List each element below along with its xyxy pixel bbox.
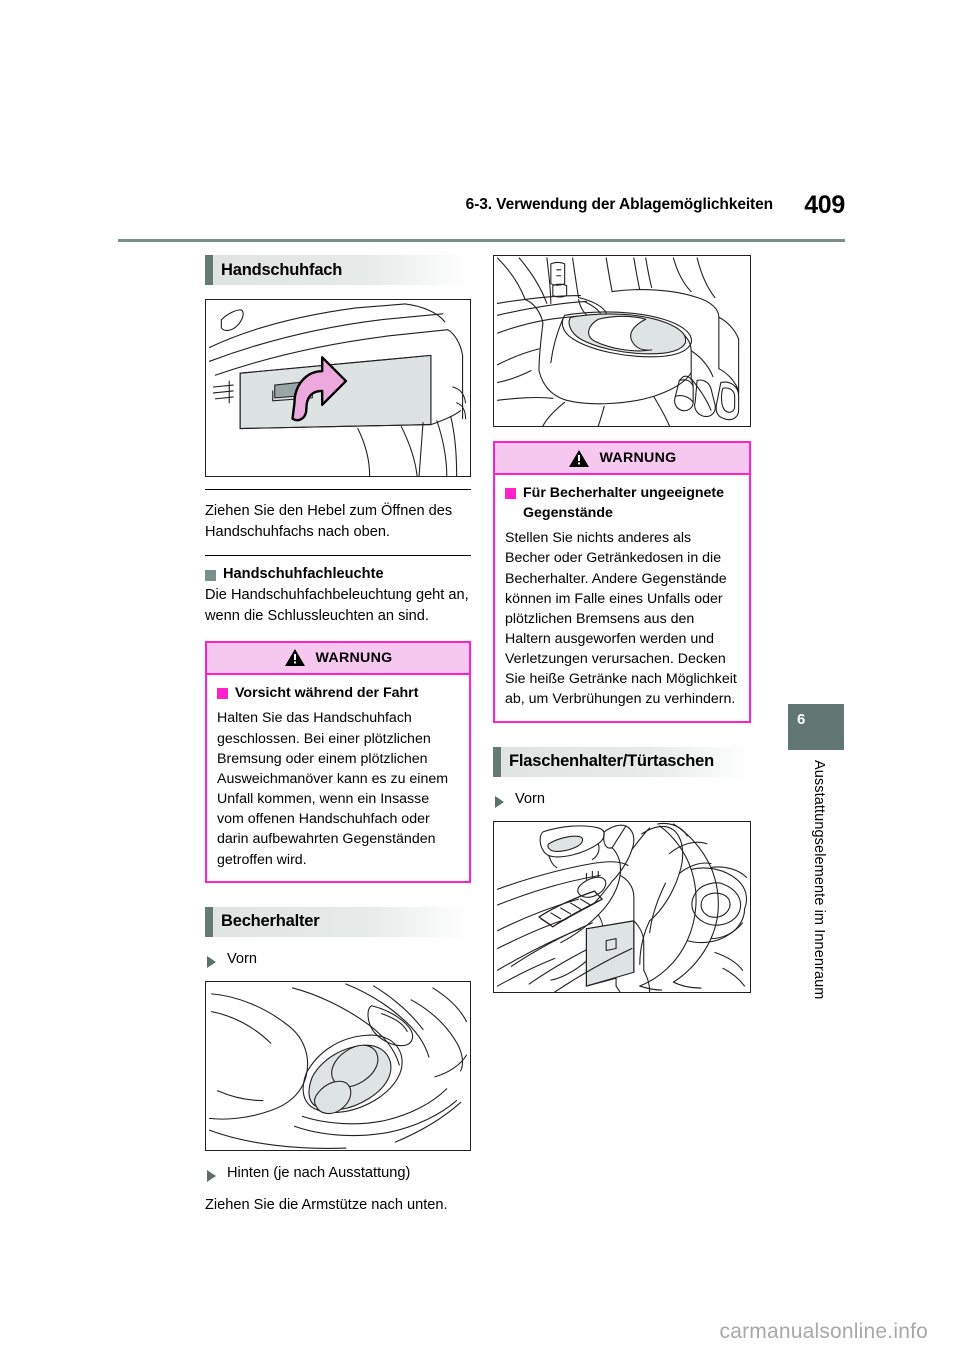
warning-subtitle-row	[505, 484, 739, 523]
section-heading-label: Flaschenhalter/Türtaschen	[509, 752, 714, 771]
warning-box-driving	[205, 641, 471, 883]
warning-header	[495, 443, 749, 475]
section-heading-flaschenhalter	[493, 747, 751, 777]
left-column	[205, 255, 471, 1215]
warning-square-bullet-icon	[217, 688, 228, 699]
warning-box-cupholder	[493, 441, 751, 723]
glove-box-light-text: Die Handschuhfachbeleuchtung geht an, wenn die Schlussleuchten an sind.	[205, 587, 469, 625]
warning-subtitle-row	[217, 684, 459, 704]
heading-accent-bar	[205, 255, 213, 285]
subsection-heading-label: Handschuhfachleuchte	[223, 566, 384, 583]
bullet-rear-cupholder	[207, 1165, 471, 1182]
triangle-bullet-icon	[207, 956, 216, 968]
warning-title: WARNUNG	[599, 450, 677, 466]
bullet-front-doorpocket	[495, 791, 751, 808]
section-heading-becherhalter	[205, 907, 471, 937]
door-pocket-illustration	[493, 821, 751, 993]
triangle-bullet-icon	[495, 796, 504, 808]
header-divider	[118, 239, 845, 242]
warning-triangle-icon	[284, 648, 306, 667]
divider-before-subsection	[205, 555, 471, 556]
warning-body	[495, 475, 749, 721]
watermark-text: carmanualsonline.info	[719, 1320, 928, 1343]
chapter-number: 6	[797, 711, 806, 728]
warning-text: Stellen Sie nichts anderes als Becher oder Getränkedosen in die Becherhalter. Andere Gegenstände können im Falle eines Unfalls oder plötzlichen Bremsens aus den Haltern ausgeworfen werden und Verletzungen verursachen. Decken Sie heiße Getränke nach Möglichkeit ab, um Verbrühungen zu verhindern.	[505, 530, 737, 708]
bullet-front-cupholder	[207, 951, 471, 968]
page-number: 409	[804, 191, 845, 219]
glove-box-illustration	[205, 299, 471, 477]
heading-accent-bar	[493, 747, 501, 777]
rear-cupholder-text: Ziehen Sie die Armstütze nach unten.	[205, 1196, 448, 1213]
chapter-vertical-label: Ausstattungselemente im Innenraum	[811, 760, 827, 1000]
front-cup-holder-illustration	[205, 981, 471, 1151]
heading-accent-bar	[205, 907, 213, 937]
square-bullet-icon	[205, 570, 216, 581]
divider-after-illustration	[205, 489, 471, 490]
rear-armrest-cup-holder-illustration	[493, 255, 751, 427]
warning-subtitle: Für Becherhalter ungeeignete Gegenstände	[523, 485, 725, 521]
section-heading-label: Becherhalter	[221, 912, 320, 931]
chapter-tab	[788, 704, 844, 750]
warning-square-bullet-icon	[505, 488, 516, 499]
warning-body	[207, 675, 469, 881]
section-heading-handschuhfach	[205, 255, 471, 285]
warning-text: Halten Sie das Handschuhfach geschlossen. Bei einer plötzlichen Bremsung oder einem plötzlichen Ausweichmanöver kann es zu einem Unfall kommen, wenn ein Insasse vom offenen Handschuhfach oder darin aufbewahrten Gegenständen getroffen wird.	[217, 710, 449, 868]
subsection-heading-handschuhfachleuchte	[205, 566, 471, 582]
bullet-label: Vorn	[227, 950, 258, 967]
glove-box-intro-text: Ziehen Sie den Hebel zum Öffnen des Handschuhfachs nach oben.	[205, 503, 453, 540]
page-header	[118, 191, 845, 230]
header-section-title: 6-3. Verwendung der Ablagemöglichkeiten	[465, 196, 773, 213]
right-column	[493, 255, 751, 993]
warning-subtitle: Vorsicht während der Fahrt	[235, 684, 419, 701]
bullet-label: Vorn	[515, 790, 546, 807]
warning-header	[207, 643, 469, 675]
bullet-label: Hinten (je nach Ausstattung)	[227, 1164, 411, 1181]
warning-triangle-icon	[568, 449, 590, 468]
section-heading-label: Handschuhfach	[221, 260, 343, 279]
triangle-bullet-icon	[207, 1170, 216, 1182]
warning-title: WARNUNG	[315, 649, 393, 666]
